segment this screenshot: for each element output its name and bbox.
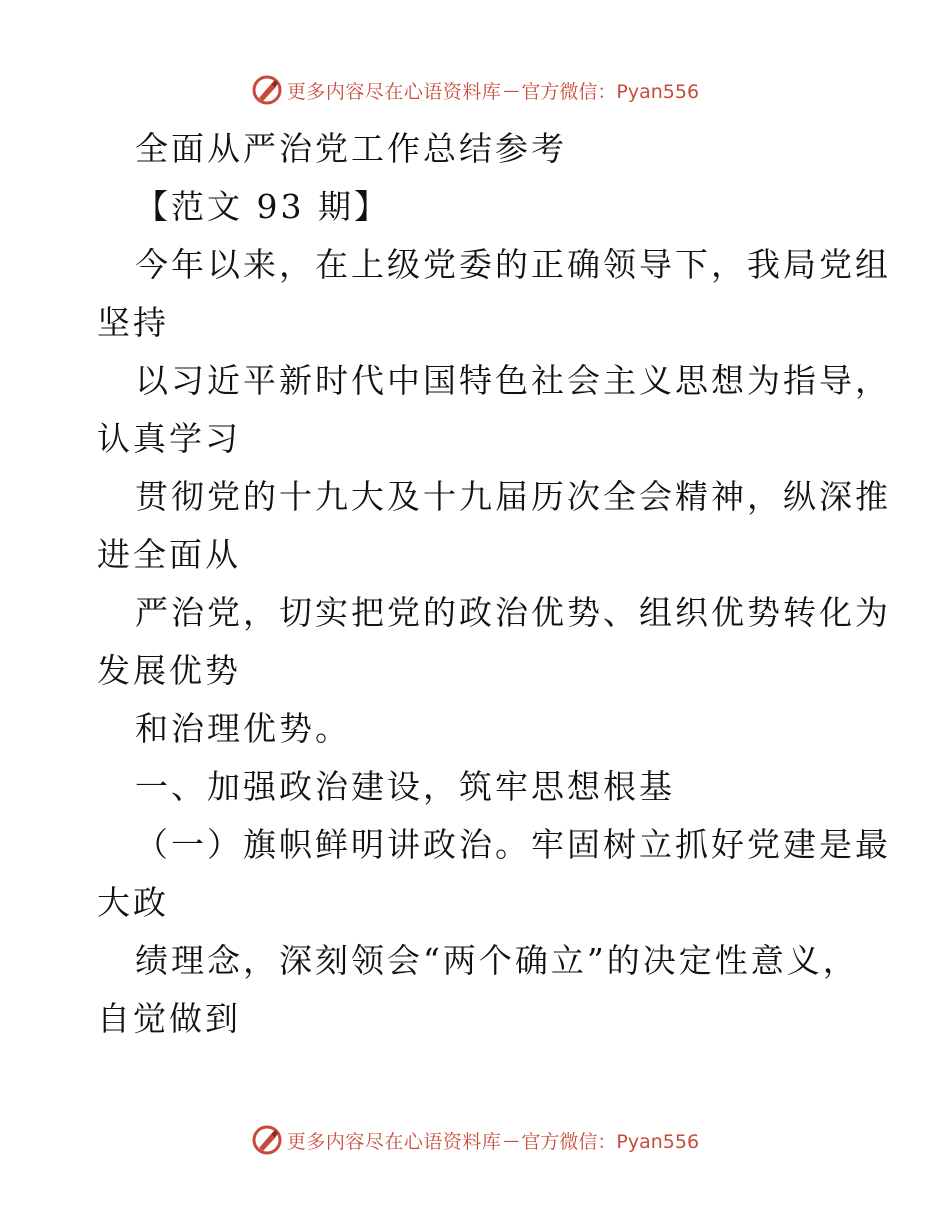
watermark-text: 更多内容尽在心语资料库 [286,80,502,103]
doc-line: 进全面从 [97,535,241,574]
doc-line: （一）旗帜鲜明讲政治。牢固树立抓好党建是最 [135,825,891,864]
section-heading: 一、加强政治建设，筑牢思想根基 [135,767,675,806]
doc-line: 发展优势 [97,651,241,690]
doc-line: 认真学习 [97,419,241,458]
doc-line: 今年以来，在上级党委的正确领导下，我局党组 [135,245,891,284]
doc-line: 贯彻党的十九大及十九届历次全会精神，纵深推 [135,477,891,516]
doc-line: 以习近平新时代中国特色社会主义思想为指导， [135,361,891,400]
footer-watermark [0,1120,950,1160]
watermark-separator: — [503,80,520,100]
doc-line: 绩理念，深刻领会“两个确立”的决定性意义， [135,941,859,980]
doc-line: 坚持 [97,303,169,342]
doc-line: 严治党，切实把党的政治优势、组织优势转化为 [135,593,891,632]
doc-line: 和治理优势。 [135,709,351,748]
logo-pen-icon [251,1124,283,1156]
document-body [97,120,891,1048]
doc-line: 自觉做到 [97,999,241,1038]
doc-title: 全面从严治党工作总结参考 [135,129,567,168]
watermark-text: 更多内容尽在心语资料库 [286,1130,502,1153]
doc-issue: 【范文 93 期】 [135,187,390,226]
header-watermark [0,70,950,110]
logo-pen-icon [251,74,283,106]
watermark-contact: 官方微信：Pyan556 [521,80,700,103]
watermark-separator: — [503,1130,520,1150]
doc-line: 大政 [97,883,169,922]
watermark-contact: 官方微信：Pyan556 [521,1130,700,1153]
